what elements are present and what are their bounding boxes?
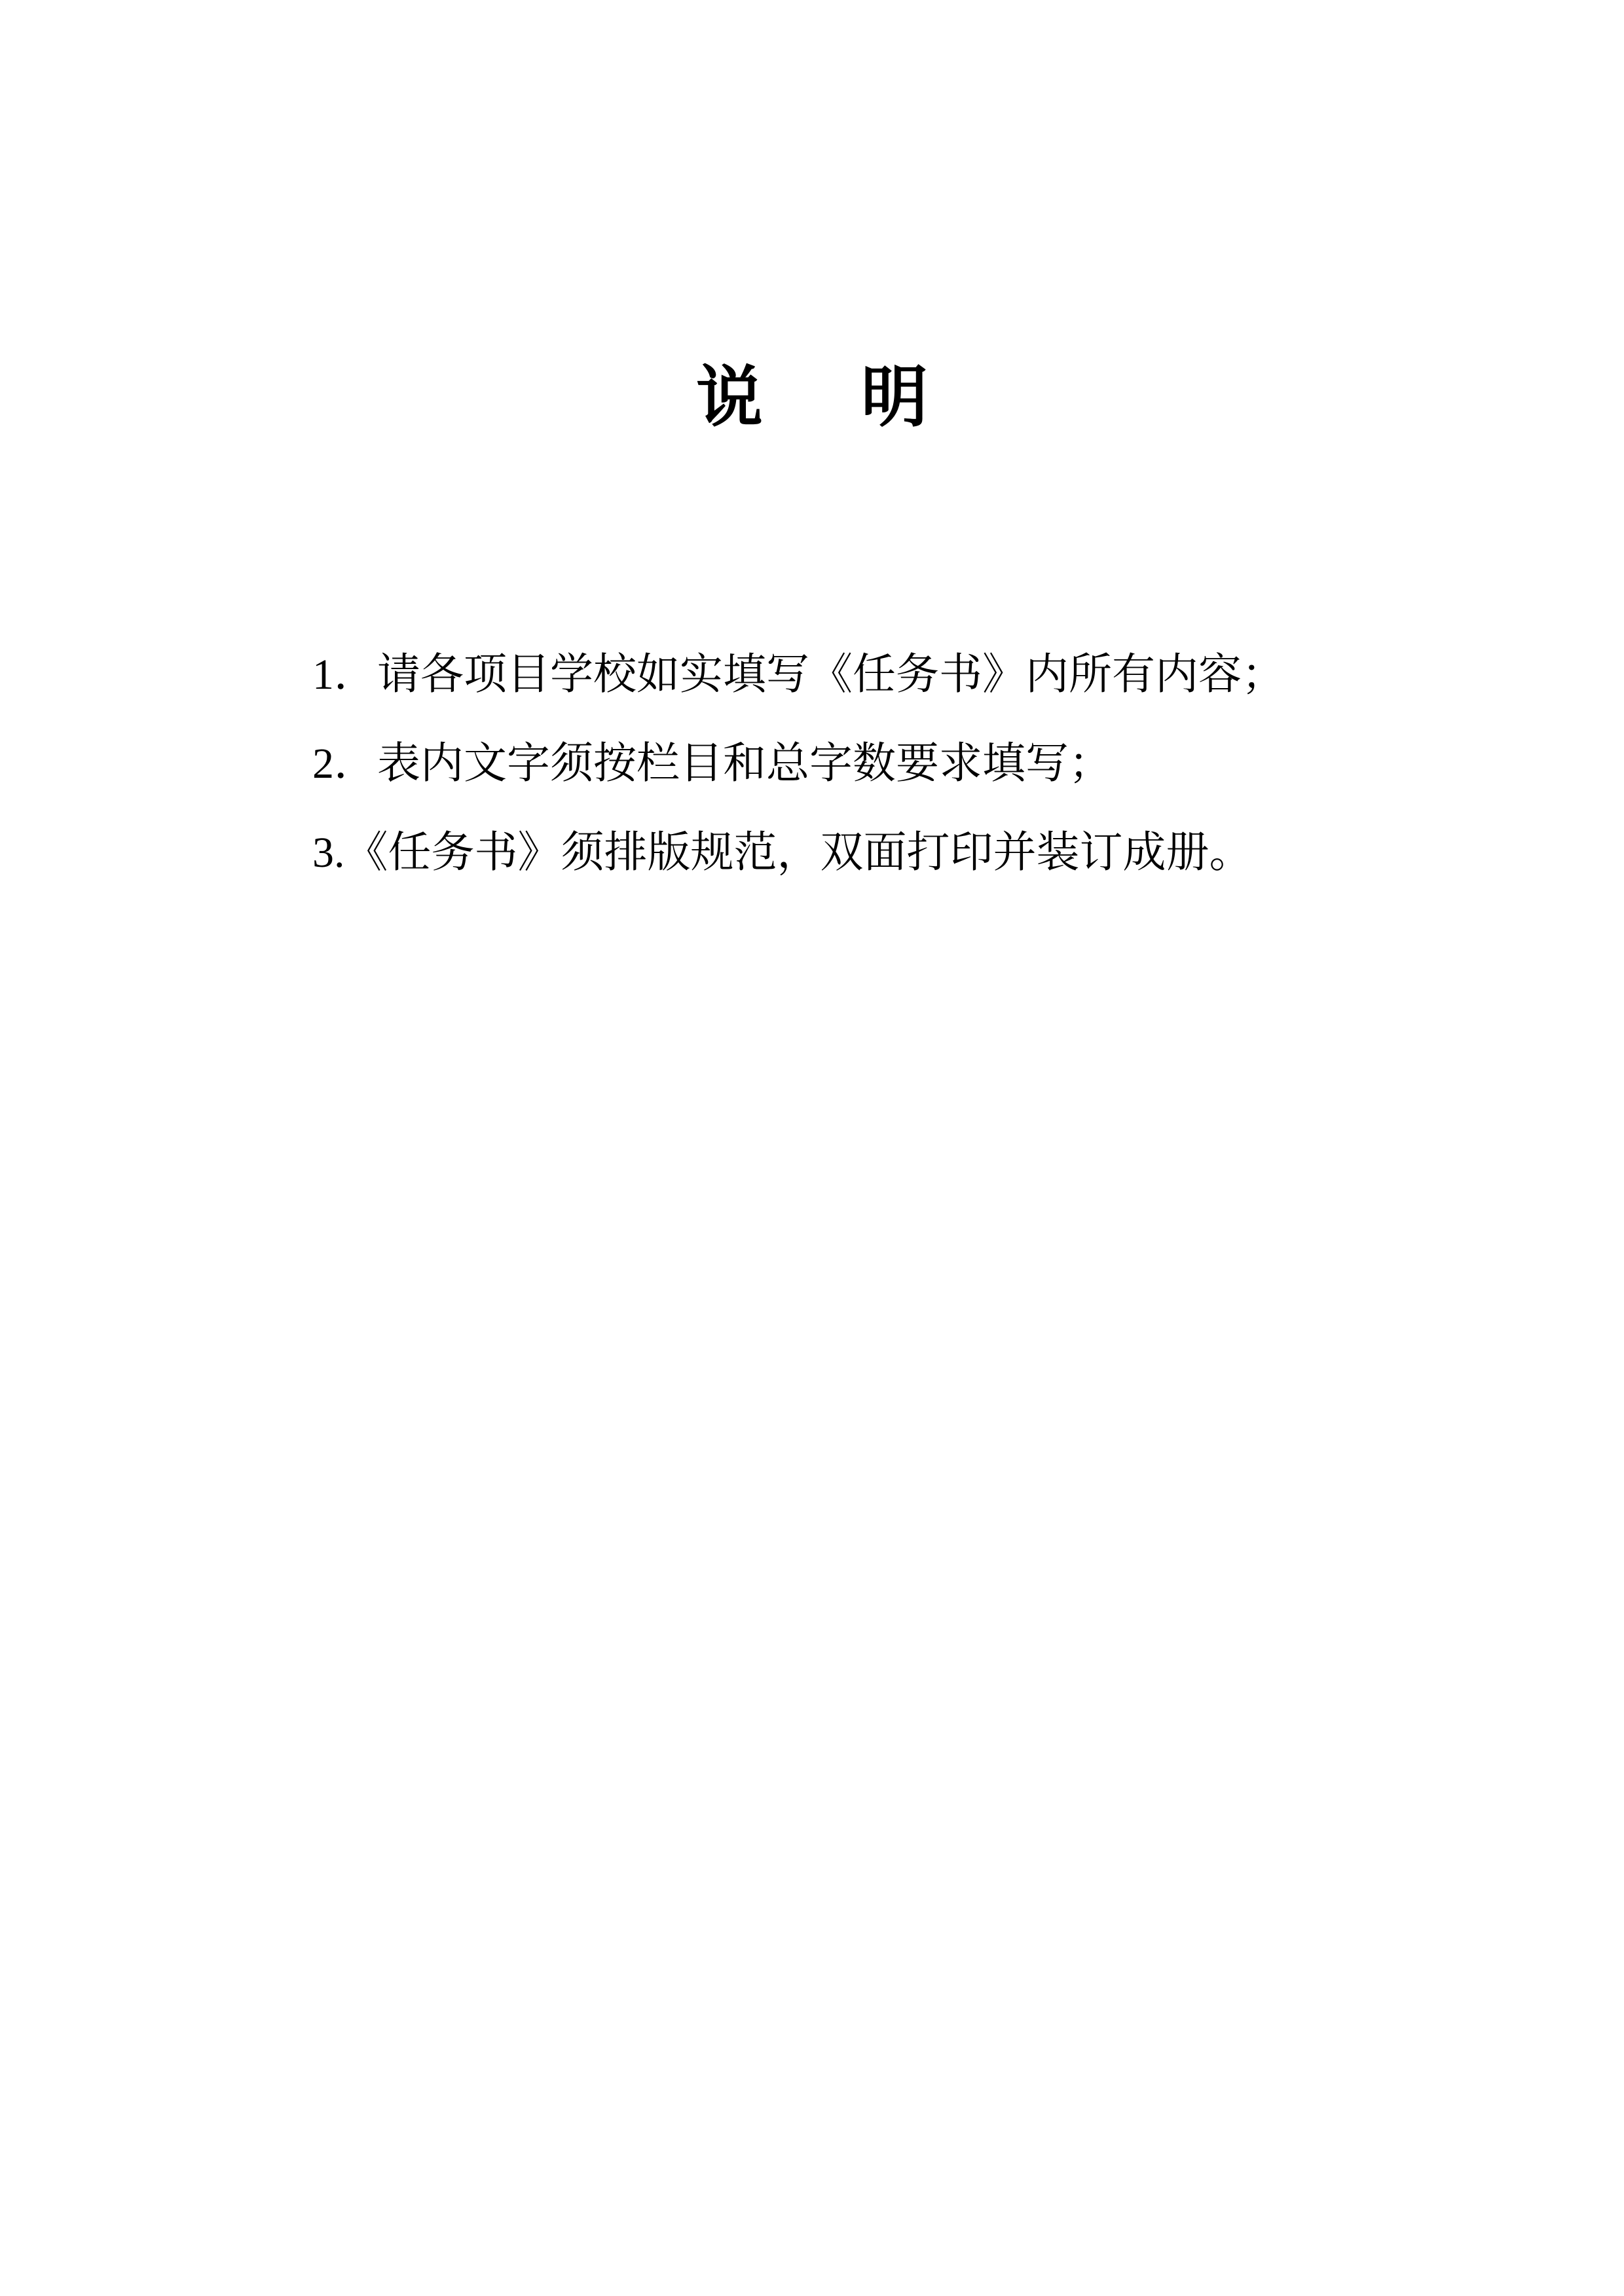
- note-number: 3.: [312, 829, 345, 877]
- note-item-1: [312, 630, 1285, 719]
- note-number: 2．: [312, 740, 377, 788]
- note-item-3: [312, 808, 1285, 897]
- title-char-1: 说: [696, 358, 763, 437]
- note-text: 请各项目学校如实填写《任务书》内所有内容；: [377, 649, 1285, 699]
- notes-list: [312, 630, 1285, 897]
- note-text: 《任务书》须排版规范，双面打印并装订成册。: [344, 827, 1253, 877]
- note-number: 1．: [312, 651, 377, 699]
- page-title: [0, 358, 1624, 437]
- note-item-2: [312, 719, 1285, 808]
- title-char-2: 明: [861, 358, 928, 437]
- note-text: 表内文字须按栏目和总字数要求填写；: [377, 738, 1112, 788]
